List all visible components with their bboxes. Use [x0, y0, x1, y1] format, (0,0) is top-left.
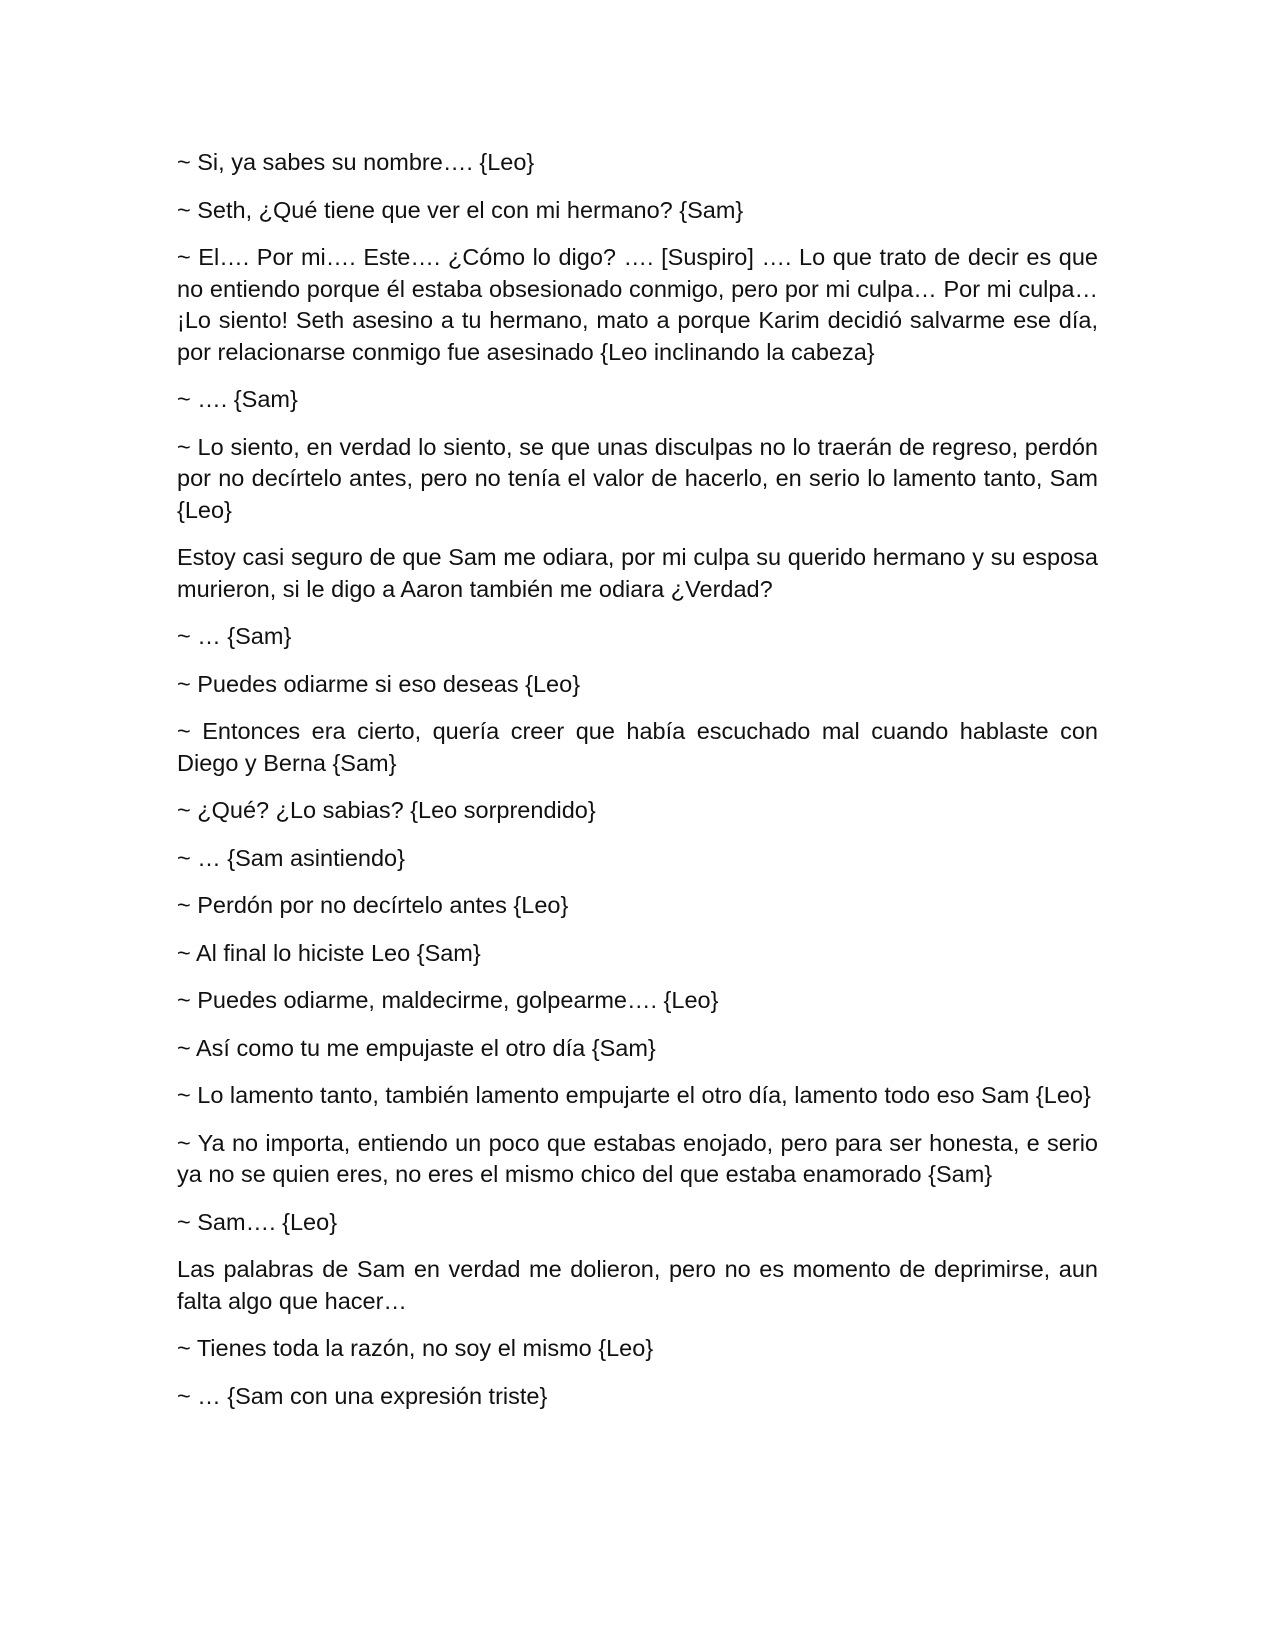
- paragraph: ~ Entonces era cierto, quería creer que había escuchado mal cuando hablaste con Diego y Berna {Sam}: [177, 718, 1098, 776]
- paragraph: ~ Sam…. {Leo}: [177, 1208, 338, 1235]
- paragraph: ~ Si, ya sabes su nombre…. {Leo}: [177, 149, 535, 175]
- paragraph: ~ El…. Por mi…. Este…. ¿Cómo lo digo? …. [Suspiro] …. Lo que trato de decir es que no entiendo porque él estaba obsesionado conmigo, pero por mi culpa… Por mi culpa… ¡Lo siento! Seth asesino a tu hermano, mato a porque Karim decidió salvarme ese día, por relacionarse conmigo fue asesinado {Leo inclinando la cabeza}: [177, 244, 1098, 365]
- paragraph: ~ Lo lamento tanto, también lamento empujarte el otro día, lamento todo eso Sam {Leo}: [177, 1082, 1091, 1108]
- paragraph: ~ ¿Qué? ¿Lo sabias? {Leo sorprendido}: [177, 797, 596, 823]
- paragraph: Estoy casi seguro de que Sam me odiara, por mi culpa su querido hermano y su esposa murieron, si le digo a Aaron también me odiara ¿Verdad?: [177, 544, 1098, 602]
- paragraph: ~ … {Sam}: [177, 623, 292, 649]
- paragraph: ~ Tienes toda la razón, no soy el mismo {Leo}: [177, 1335, 654, 1361]
- paragraph: ~ Al final lo hiciste Leo {Sam}: [177, 939, 481, 966]
- paragraph: ~ Perdón por no decírtelo antes {Leo}: [177, 892, 569, 918]
- document-page: [177, 147, 1098, 1428]
- paragraph: ~ Seth, ¿Qué tiene que ver el con mi hermano? {Sam}: [177, 196, 744, 223]
- paragraph: ~ Lo siento, en verdad lo siento, se que unas disculpas no lo traerán de regreso, perdón por no decírtelo antes, pero no tenía el valor de hacerlo, en serio lo lamento tanto, Sam {Leo}: [177, 433, 1098, 523]
- paragraph: ~ … {Sam con una expresión triste}: [177, 1382, 548, 1409]
- paragraph: ~ …. {Sam}: [177, 386, 298, 412]
- paragraph: ~ Puedes odiarme, maldecirme, golpearme…. {Leo}: [177, 987, 719, 1013]
- paragraph: ~ Puedes odiarme si eso deseas {Leo}: [177, 670, 581, 697]
- paragraph: ~ Ya no importa, entiendo un poco que estabas enojado, pero para ser honesta, e serio ya no se quien eres, no eres el mismo chico del que estaba enamorado {Sam}: [177, 1129, 1098, 1187]
- paragraph: ~ Así como tu me empujaste el otro día {Sam}: [177, 1034, 656, 1061]
- paragraph: Las palabras de Sam en verdad me dolieron, pero no es momento de deprimirse, aun falta algo que hacer…: [177, 1256, 1098, 1314]
- paragraph: ~ … {Sam asintiendo}: [177, 844, 405, 871]
